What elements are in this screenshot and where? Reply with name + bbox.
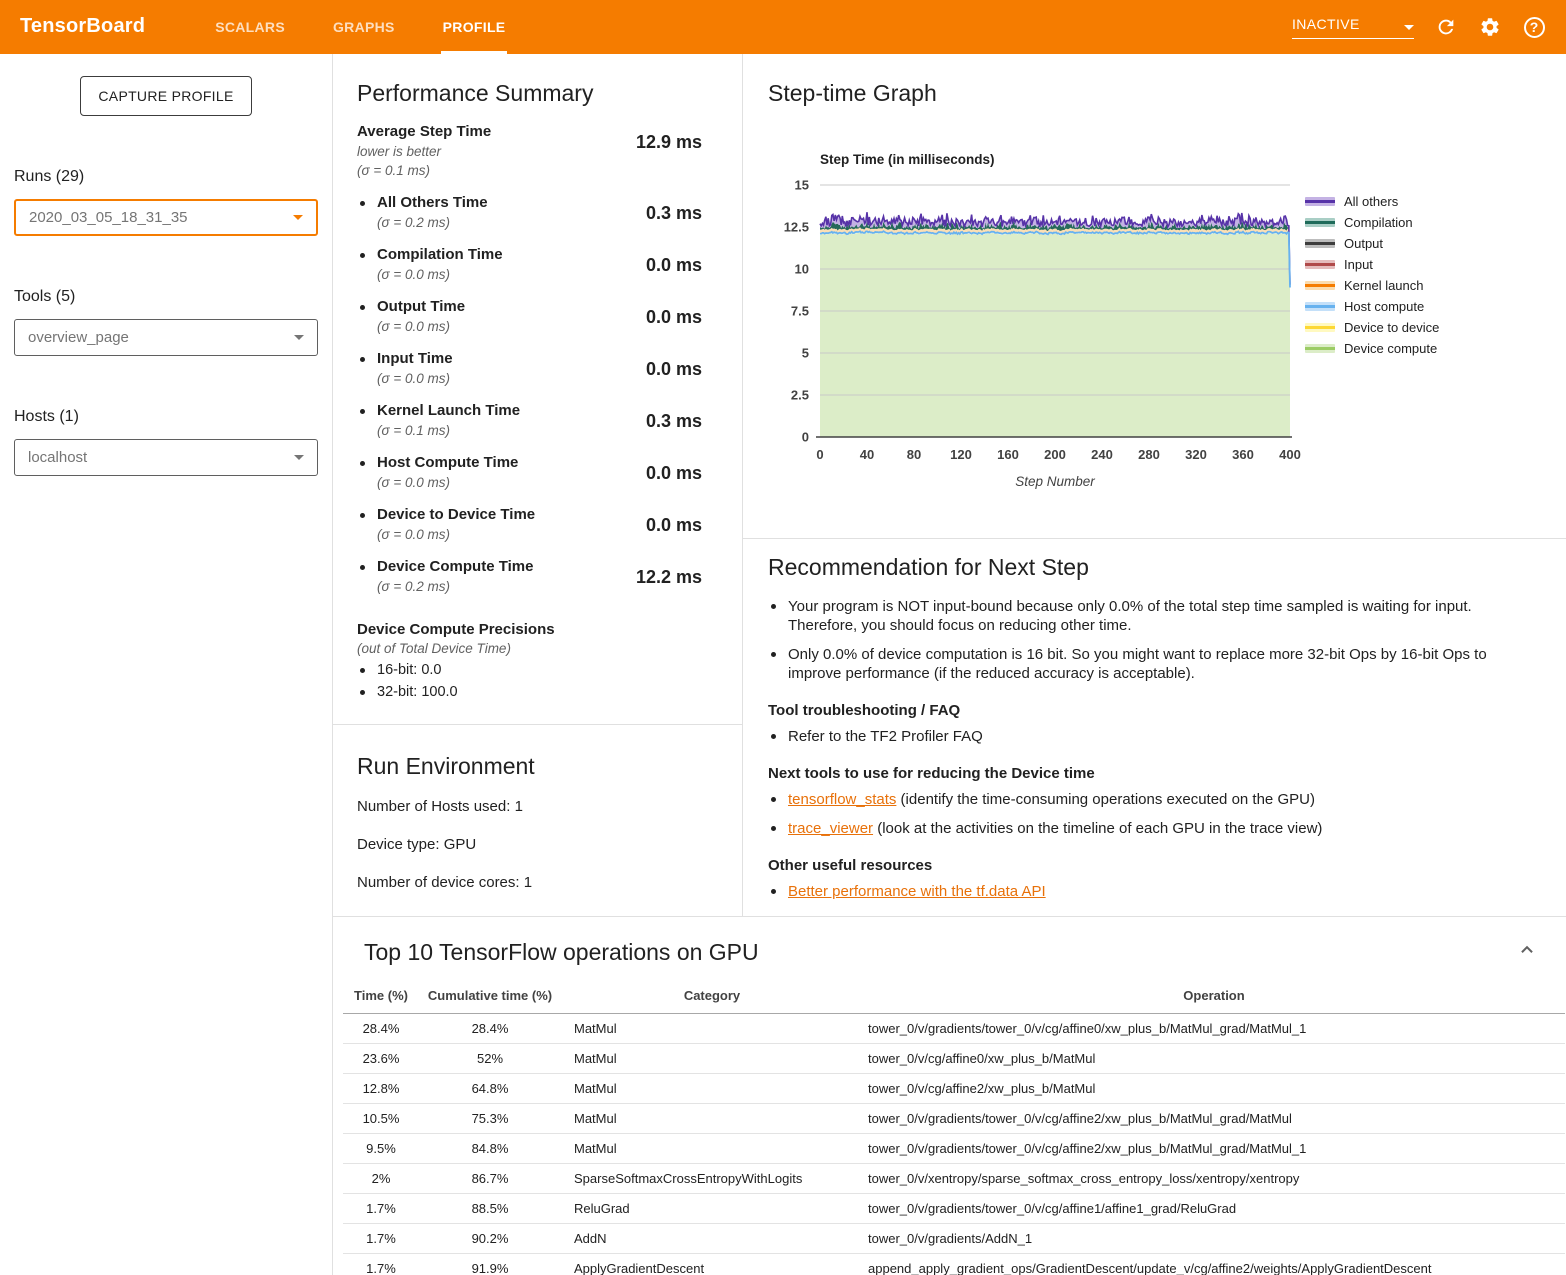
- tools-select[interactable]: [14, 319, 318, 356]
- svg-text:80: 80: [906, 447, 922, 462]
- col-header-cumulative: Cumulative time (%): [419, 982, 561, 1014]
- table-cell: 1.7%: [343, 1254, 419, 1275]
- metric-row: [357, 298, 702, 335]
- table-row: [343, 1074, 1565, 1104]
- col-header-category: Category: [561, 982, 863, 1014]
- hosts-select[interactable]: [14, 439, 318, 476]
- legend-label: Compilation: [1344, 215, 1413, 230]
- tools-label: Tools (5): [14, 288, 76, 305]
- metric-label: Host Compute Time: [377, 454, 519, 471]
- metric-sigma: (σ = 0.1 ms): [377, 423, 451, 438]
- metric-left: [357, 402, 520, 439]
- bullet-dot: [360, 513, 365, 518]
- bullet-dot: [360, 253, 365, 258]
- precision-text: 16-bit: 0.0: [377, 662, 442, 678]
- list-item-text: [788, 597, 1530, 635]
- list-item-desc: (look at the activities on the timeline of each GPU in the trace view): [873, 820, 1323, 837]
- svg-text:5: 5: [801, 345, 809, 361]
- table-cell: 90.2%: [419, 1224, 561, 1254]
- svg-text:160: 160: [997, 447, 1019, 462]
- metric-label: Device Compute Time: [377, 558, 534, 575]
- step-time-chart: [768, 146, 1566, 538]
- list-item: [768, 645, 1530, 683]
- legend-item: [1305, 338, 1439, 359]
- inline-link[interactable]: tensorflow_stats: [788, 791, 897, 808]
- metric-sigma: (σ = 0.2 ms): [377, 579, 451, 594]
- metric-left: [357, 350, 453, 387]
- table-cell: tower_0/v/gradients/tower_0/v/cg/affine0/xw_plus_b/MatMul_grad/MatMul_1: [863, 1014, 1565, 1044]
- metric-text: [377, 350, 453, 387]
- metric-label: Device to Device Time: [377, 506, 536, 523]
- metric-text: [377, 454, 518, 491]
- top-navbar: [0, 0, 1566, 54]
- metric-value: 0.0 ms: [645, 255, 702, 275]
- metric-row: [357, 246, 702, 283]
- metric-text: [377, 194, 488, 231]
- table-cell: tower_0/v/gradients/tower_0/v/cg/affine2/xw_plus_b/MatMul_grad/MatMul: [863, 1104, 1565, 1134]
- precision-text: 32-bit: 100.0: [377, 684, 458, 700]
- svg-text:0: 0: [801, 429, 809, 445]
- table-cell: MatMul: [561, 1014, 863, 1044]
- list-item: [768, 790, 1530, 809]
- list-item-text: [788, 819, 1322, 838]
- table-cell: 91.9%: [419, 1254, 561, 1275]
- table-row: [343, 1224, 1565, 1254]
- metric-label: Input Time: [377, 350, 453, 367]
- legend-swatch: [1305, 302, 1335, 311]
- collapse-section-icon[interactable]: [1518, 941, 1536, 959]
- top-ops-title: Top 10 TensorFlow operations on GPU: [364, 939, 759, 965]
- faq-subhead: Tool troubleshooting / FAQ: [768, 702, 961, 719]
- metric-left: [357, 298, 465, 335]
- list-item-desc: Only 0.0% of device computation is 16 bit. So you might want to replace more 32-bit Ops by 16-bit Ops to improve performance (if the reduced accuracy is acceptable).: [788, 646, 1487, 682]
- bullet-dot: [360, 690, 365, 695]
- list-item: [768, 819, 1530, 838]
- svg-text:15: 15: [794, 177, 809, 193]
- metric-text: [377, 558, 533, 595]
- legend-item: [1305, 212, 1439, 233]
- nav-tabs: [191, 0, 529, 54]
- table-row: [343, 1104, 1565, 1134]
- table-cell: tower_0/v/xentropy/sparse_softmax_cross_entropy_loss/xentropy/xentropy: [863, 1164, 1565, 1194]
- bullet-dot: [771, 734, 776, 739]
- divider: [333, 724, 742, 725]
- legend-label: Input: [1344, 257, 1373, 272]
- metric-row: [357, 402, 702, 439]
- table-cell: ApplyGradientDescent: [561, 1254, 863, 1275]
- legend-line: [1305, 347, 1335, 350]
- bullet-dot: [771, 889, 776, 894]
- next-tools-subhead: Next tools to use for reducing the Device time: [768, 765, 1095, 782]
- table-cell: 64.8%: [419, 1074, 561, 1104]
- table-cell: 28.4%: [419, 1014, 561, 1044]
- metric-text: [377, 246, 503, 283]
- next-tools-bullets: [768, 790, 1530, 838]
- table-cell: append_apply_gradient_ops/GradientDescent/update_v/cg/affine2/weights/ApplyGradientDescent: [863, 1254, 1565, 1275]
- svg-text:200: 200: [1044, 447, 1066, 462]
- table-row: [343, 1254, 1565, 1275]
- metric-value: 12.9 ms: [635, 132, 702, 152]
- legend-label: All others: [1344, 194, 1399, 209]
- svg-text:7.5: 7.5: [790, 303, 809, 319]
- chart-legend: [1305, 191, 1439, 359]
- list-item-desc: Refer to the TF2 Profiler FAQ: [788, 728, 983, 745]
- bullet-dot: [360, 409, 365, 414]
- legend-swatch: [1305, 344, 1335, 353]
- table-cell: 12.8%: [343, 1074, 419, 1104]
- inline-link[interactable]: Better performance with the tf.data API: [788, 883, 1046, 900]
- metric-sigma: (σ = 0.0 ms): [377, 475, 451, 490]
- chevron-down-icon: [293, 215, 303, 220]
- metric-value: 12.2 ms: [635, 567, 702, 587]
- legend-label: Kernel launch: [1344, 278, 1424, 293]
- table-cell: tower_0/v/gradients/tower_0/v/cg/affine1/affine1_grad/ReluGrad: [863, 1194, 1565, 1224]
- precisions-title: Device Compute Precisions: [357, 621, 555, 638]
- env-device-cores-line: Number of device cores: 1: [357, 874, 533, 891]
- other-resources-subhead: Other useful resources: [768, 857, 933, 874]
- tab-scalars[interactable]: SCALARS: [215, 19, 285, 35]
- metrics-list: [357, 194, 702, 595]
- hosts-select-value: localhost: [28, 449, 88, 466]
- svg-text:120: 120: [950, 447, 972, 462]
- table-cell: 84.8%: [419, 1134, 561, 1164]
- legend-line: [1305, 263, 1335, 266]
- legend-item: [1305, 233, 1439, 254]
- table-cell: MatMul: [561, 1104, 863, 1134]
- svg-text:2.5: 2.5: [790, 387, 809, 403]
- performance-summary-card: [333, 54, 743, 916]
- table-cell: AddN: [561, 1224, 863, 1254]
- table-cell: MatMul: [561, 1134, 863, 1164]
- metric-label: All Others Time: [377, 194, 488, 211]
- svg-text:40: 40: [859, 447, 875, 462]
- legend-swatch: [1305, 218, 1335, 227]
- metric-text: [377, 298, 465, 335]
- navbar-controls: [1292, 0, 1566, 54]
- metric-row: [357, 558, 702, 595]
- col-header-operation: Operation: [863, 982, 1565, 1014]
- metric-text: [377, 506, 535, 543]
- legend-item: [1305, 317, 1439, 338]
- legend-item: [1305, 254, 1439, 275]
- tab-profile[interactable]: PROFILE: [419, 0, 530, 54]
- performance-summary-title: Performance Summary: [357, 80, 594, 106]
- legend-swatch: [1305, 281, 1335, 290]
- sidebar: [0, 54, 333, 1275]
- legend-swatch: [1305, 323, 1335, 332]
- bullet-dot: [360, 668, 365, 673]
- metric-sigma: (σ = 0.0 ms): [377, 527, 451, 542]
- metric-value: 0.0 ms: [645, 359, 702, 379]
- table-cell: 1.7%: [343, 1224, 419, 1254]
- main-content: [333, 54, 1566, 1275]
- table-cell: 1.7%: [343, 1194, 419, 1224]
- metric-text: [377, 402, 520, 439]
- table-cell: tower_0/v/cg/affine2/xw_plus_b/MatMul: [863, 1074, 1565, 1104]
- step-time-chart-canvas: [768, 146, 1328, 501]
- question-mark-glyph: ?: [1524, 17, 1545, 38]
- top-ops-table: [343, 982, 1565, 1275]
- legend-label: Host compute: [1344, 299, 1425, 314]
- precision-item: [357, 662, 702, 678]
- legend-swatch: [1305, 197, 1335, 206]
- step-time-graph-card: [743, 54, 1566, 916]
- metric-sigma: (σ = 0.1 ms): [357, 163, 431, 178]
- table-cell: tower_0/v/cg/affine0/xw_plus_b/MatMul: [863, 1044, 1565, 1074]
- table-cell: 10.5%: [343, 1104, 419, 1134]
- legend-label: Output: [1344, 236, 1384, 251]
- list-item-desc: Your program is NOT input-bound because only 0.0% of the total step time sampled is waiting for input. Therefore, you should focus on reducing other time.: [788, 598, 1472, 634]
- table-row: [343, 1014, 1565, 1044]
- svg-text:240: 240: [1091, 447, 1113, 462]
- svg-text:Step Number: Step Number: [1015, 474, 1095, 489]
- metric-row: [357, 350, 702, 387]
- svg-text:280: 280: [1138, 447, 1160, 462]
- help-icon[interactable]: [1522, 15, 1546, 39]
- table-cell: ReluGrad: [561, 1194, 863, 1224]
- faq-bullets: [768, 727, 1530, 746]
- list-item: [768, 597, 1530, 635]
- table-cell: 2%: [343, 1164, 419, 1194]
- reload-interval-select[interactable]: [1292, 16, 1414, 39]
- legend-item: [1305, 296, 1439, 317]
- svg-text:360: 360: [1232, 447, 1254, 462]
- metric-sigma: (σ = 0.0 ms): [377, 371, 451, 386]
- table-cell: 28.4%: [343, 1014, 419, 1044]
- legend-line: [1305, 221, 1335, 224]
- svg-text:320: 320: [1185, 447, 1207, 462]
- table-row: [343, 1194, 1565, 1224]
- svg-text:12.5: 12.5: [783, 219, 809, 235]
- list-item-desc: (identify the time-consuming operations executed on the GPU): [896, 791, 1315, 808]
- bullet-dot: [771, 826, 776, 831]
- legend-line: [1305, 284, 1335, 287]
- table-header-row: [343, 982, 1565, 1014]
- legend-swatch: [1305, 239, 1335, 248]
- precisions-note: (out of Total Device Time): [357, 641, 511, 656]
- metric-left: [357, 506, 535, 543]
- tools-select-value: overview_page: [28, 329, 129, 346]
- table-cell: tower_0/v/gradients/tower_0/v/cg/affine2/xw_plus_b/MatMul_grad/MatMul_1: [863, 1134, 1565, 1164]
- refresh-icon[interactable]: [1434, 15, 1458, 39]
- recommendation-bullets: [768, 597, 1530, 683]
- table-row: [343, 1044, 1565, 1074]
- table-cell: SparseSoftmaxCrossEntropyWithLogits: [561, 1164, 863, 1194]
- runs-select-value: 2020_03_05_18_31_35: [29, 209, 188, 226]
- metric-row: [357, 506, 702, 543]
- metric-left: [357, 123, 491, 179]
- table-cell: 9.5%: [343, 1134, 419, 1164]
- table-cell: 23.6%: [343, 1044, 419, 1074]
- bullet-dot: [360, 305, 365, 310]
- metric-sigma: (σ = 0.2 ms): [377, 215, 451, 230]
- metric-row: [357, 194, 702, 231]
- divider: [743, 538, 1566, 539]
- runs-select[interactable]: [14, 199, 318, 236]
- metric-left: [357, 246, 503, 283]
- reload-interval-value: INACTIVE: [1292, 15, 1360, 32]
- bullet-dot: [360, 357, 365, 362]
- legend-swatch: [1305, 260, 1335, 269]
- svg-text:Step Time (in milliseconds): Step Time (in milliseconds): [820, 152, 995, 167]
- metric-label: Average Step Time: [357, 123, 492, 140]
- legend-label: Device compute: [1344, 341, 1438, 356]
- table-cell: 86.7%: [419, 1164, 561, 1194]
- precisions-list: [357, 662, 702, 700]
- metric-sigma: (σ = 0.0 ms): [377, 319, 451, 334]
- metric-left: [357, 194, 488, 231]
- bullet-dot: [771, 604, 776, 609]
- metric-value: 0.3 ms: [645, 411, 702, 431]
- env-device-type-line: Device type: GPU: [357, 836, 477, 853]
- average-step-time-metric: [357, 123, 702, 179]
- chevron-down-icon: [1404, 25, 1414, 30]
- app-title: TensorBoard: [20, 15, 146, 37]
- hosts-label: Hosts (1): [14, 408, 79, 425]
- bullet-dot: [360, 565, 365, 570]
- inline-link[interactable]: trace_viewer: [788, 820, 874, 837]
- metric-row: [357, 454, 702, 491]
- metric-sigma: (σ = 0.0 ms): [377, 267, 451, 282]
- metric-value: 0.3 ms: [645, 203, 702, 223]
- bullet-dot: [771, 652, 776, 657]
- capture-profile-button[interactable]: CAPTURE PROFILE: [80, 76, 251, 116]
- runs-label: Runs (29): [14, 168, 85, 185]
- run-environment-title: Run Environment: [357, 753, 535, 779]
- table-cell: 88.5%: [419, 1194, 561, 1224]
- recommendation-section: [768, 554, 1530, 911]
- legend-item: [1305, 275, 1439, 296]
- list-item-text: [788, 645, 1530, 683]
- svg-text:0: 0: [816, 447, 824, 462]
- legend-line: [1305, 200, 1335, 203]
- metric-label: Kernel Launch Time: [377, 402, 521, 419]
- table-cell: 75.3%: [419, 1104, 561, 1134]
- gear-icon[interactable]: [1478, 15, 1502, 39]
- metric-left: [357, 454, 518, 491]
- bullet-dot: [360, 461, 365, 466]
- col-header-time: Time (%): [343, 982, 419, 1014]
- recommendation-title: Recommendation for Next Step: [768, 554, 1089, 580]
- metric-value: 0.0 ms: [645, 307, 702, 327]
- precision-item: [357, 684, 702, 700]
- metric-note: lower is better: [357, 144, 442, 159]
- list-item-text: [788, 882, 1046, 901]
- metric-value: 0.0 ms: [645, 463, 702, 483]
- metric-value: 0.0 ms: [645, 515, 702, 535]
- chevron-down-icon: [294, 335, 304, 340]
- tab-graphs[interactable]: GRAPHS: [332, 19, 395, 35]
- legend-line: [1305, 326, 1335, 329]
- table-cell: MatMul: [561, 1074, 863, 1104]
- other-resources-bullets: [768, 882, 1530, 901]
- metric-label: Output Time: [377, 298, 466, 315]
- bullet-dot: [360, 201, 365, 206]
- legend-line: [1305, 305, 1335, 308]
- step-time-graph-title: Step-time Graph: [768, 80, 937, 106]
- table-cell: 52%: [419, 1044, 561, 1074]
- legend-item: [1305, 191, 1439, 212]
- list-item: [768, 727, 1530, 746]
- metric-label: Compilation Time: [377, 246, 503, 263]
- table-row: [343, 1164, 1565, 1194]
- table-cell: tower_0/v/gradients/AddN_1: [863, 1224, 1565, 1254]
- svg-text:400: 400: [1279, 447, 1301, 462]
- list-item-text: [788, 790, 1315, 809]
- table-cell: MatMul: [561, 1044, 863, 1074]
- top-ops-section: [333, 917, 1566, 1275]
- chevron-down-icon: [294, 455, 304, 460]
- list-item-text: [788, 727, 983, 746]
- table-row: [343, 1134, 1565, 1164]
- svg-text:10: 10: [794, 261, 809, 277]
- metric-left: [357, 558, 533, 595]
- env-hosts-line: Number of Hosts used: 1: [357, 798, 523, 815]
- legend-label: Device to device: [1344, 320, 1440, 335]
- bullet-dot: [771, 797, 776, 802]
- list-item: [768, 882, 1530, 901]
- legend-line: [1305, 242, 1335, 245]
